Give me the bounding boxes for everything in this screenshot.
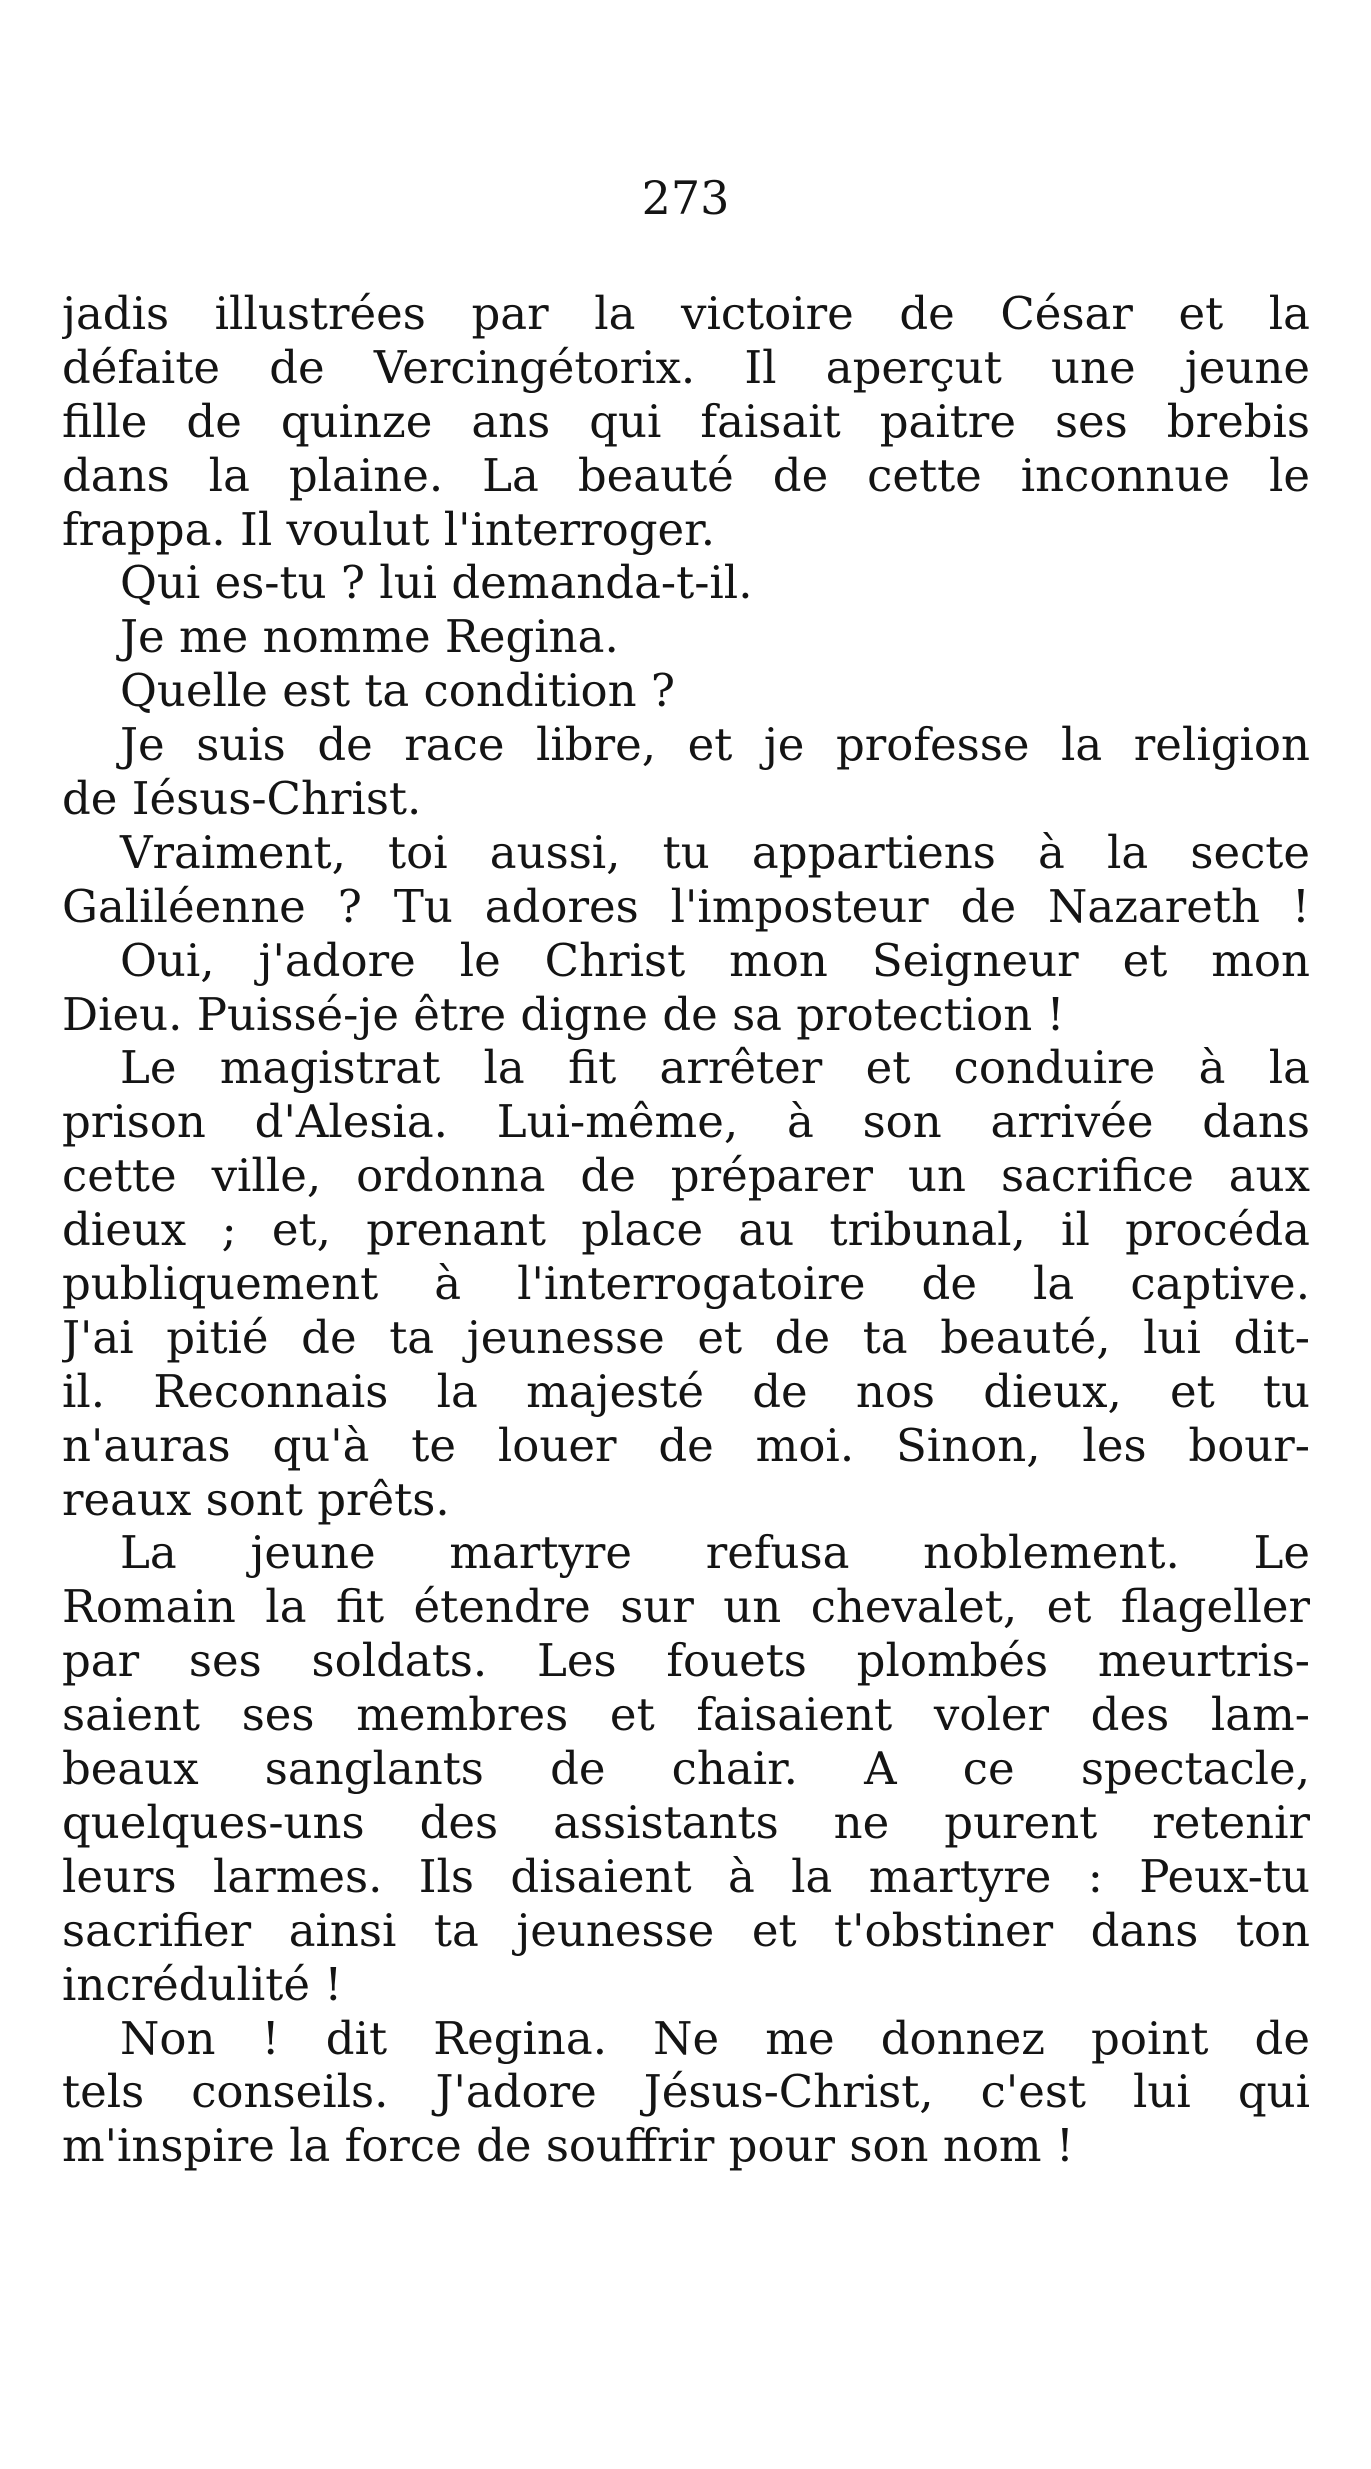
text-line: jadis illustrées par la victoire de César et la <box>62 287 1310 340</box>
text-line: Je suis de race libre, et je professe la religion <box>120 718 1310 772</box>
text-line: leurs larmes. Ils disaient à la martyre : Peux-tu <box>62 1849 1310 1903</box>
text-line: prison d'Alesia. Lui-même, à son arrivée dans <box>62 1095 1310 1149</box>
page-number: 273 <box>641 171 730 225</box>
text-line: Je me nomme Regina. <box>120 610 619 664</box>
text-line: Qui es-tu ? lui demanda-t-il. <box>120 556 753 610</box>
text-line: publiquement à l'interrogatoire de la captive. <box>62 1257 1310 1311</box>
text-line: La jeune martyre refusa noblement. Le <box>120 1526 1310 1580</box>
text-line: incrédulité ! <box>62 1957 343 2011</box>
text-line: Non ! dit Regina. Ne me donnez point de <box>120 2011 1310 2065</box>
text-line: Dieu. Puissé-je être digne de sa protection ! <box>62 987 1065 1041</box>
text-line: fille de quinze ans qui faisait paitre ses brebis <box>62 394 1310 448</box>
text-line: Galiléenne ? Tu adores l'imposteur de Nazareth ! <box>62 879 1310 933</box>
text-line: beaux sanglants de chair. A ce spectacle, <box>62 1742 1310 1796</box>
text-line: de Iésus-Christ. <box>62 772 422 826</box>
text-line: m'inspire la force de souffrir pour son nom ! <box>62 2119 1074 2173</box>
text-line: frappa. Il voulut l'interroger. <box>62 502 716 556</box>
text-line: quelques-uns des assistants ne purent retenir <box>62 1795 1310 1849</box>
text-line: sacrifier ainsi ta jeunesse et t'obstiner dans ton <box>62 1903 1310 1957</box>
text-line: Le magistrat la fit arrêter et conduire à la <box>120 1041 1310 1095</box>
text-line: il. Reconnais la majesté de nos dieux, et tu <box>62 1364 1310 1418</box>
text-line: par ses soldats. Les fouets plombés meurtris- <box>62 1634 1310 1688</box>
text-line: tels conseils. J'adore Jésus-Christ, c'est lui qui <box>62 2065 1310 2119</box>
text-line: reaux sont prêts. <box>62 1472 450 1526</box>
text-line: Romain la fit étendre sur un chevalet, et flageller <box>62 1580 1310 1634</box>
text-line: défaite de Vercingétorix. Il aperçut une jeune <box>62 340 1310 394</box>
text-line: saient ses membres et faisaient voler des lam- <box>62 1688 1310 1742</box>
text-line: Oui, j'adore le Christ mon Seigneur et mon <box>120 933 1310 987</box>
text-line: Quelle est ta condition ? <box>120 664 676 718</box>
text-line: cette ville, ordonna de préparer un sacrifice aux <box>62 1149 1310 1203</box>
text-line: J'ai pitié de ta jeunesse et de ta beauté, lui dit- <box>62 1310 1310 1364</box>
text-line: Vraiment, toi aussi, tu appartiens à la secte <box>120 825 1310 879</box>
body-text <box>62 287 1310 2173</box>
text-line: dans la plaine. La beauté de cette inconnue le <box>62 448 1310 502</box>
text-line: dieux ; et, prenant place au tribunal, il procéda <box>62 1203 1310 1257</box>
text-line: n'auras qu'à te louer de moi. Sinon, les bour- <box>62 1418 1310 1472</box>
